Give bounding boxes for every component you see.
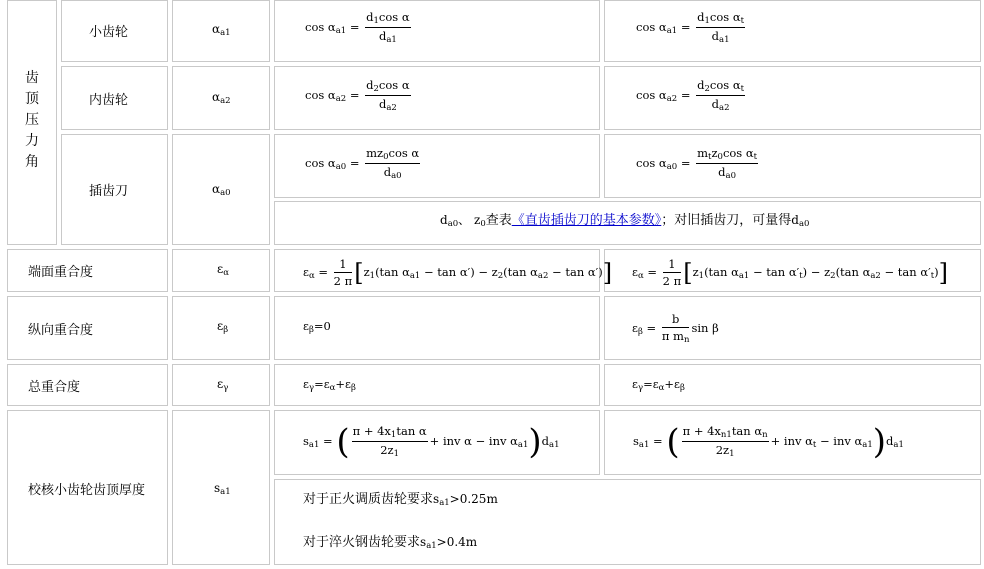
formula-cos-alpha-a0-std: $\cos \alpha_{a0}$ = $\frac{mz_0\cos \alpha}{d_{a0}}$ (305, 146, 420, 181)
formula-s-a1-mod: $s_{a1}$ = ( $\frac{\pi + 4x_{n1}\tan \alpha_n}{2z_1}$ + inv $\alpha_t$ − inv $\alpha_{a1})d_{a1}$ (633, 422, 904, 462)
symbol-alpha-a0: $\alpha_{a0}$ (212, 182, 231, 198)
row-name-axial: 纵向重合度 (28, 323, 94, 338)
formula-cos-alpha-a2-std: $\cos \alpha_{a2}$ = $\frac{d_2\cos \alpha}{d_{a2}}$ (305, 78, 410, 113)
row-name-thickness: 校核小齿轮齿顶厚度 (28, 483, 146, 498)
row-name-total: 总重合度 (28, 380, 81, 395)
row-name-internal-gear: 内齿轮 (89, 93, 129, 108)
symbol-epsilon-beta: $\varepsilon_\beta$ (217, 319, 229, 335)
requirement-hardened: 对于淬火钢齿轮要求$s_{a1}>0.4m$ (303, 535, 478, 551)
formula-epsilon-beta-std: $\varepsilon_\beta=0$ (303, 319, 331, 335)
formula-epsilon-gamma-mod: $\varepsilon_\gamma=\varepsilon_\alpha+\varepsilon_\beta$ (632, 377, 685, 393)
formula-cos-alpha-a0-mod: $\cos \alpha_{a0}$ = $\frac{m_tz_0\cos \alpha_t}{d_{a0}}$ (636, 146, 758, 181)
formula-cos-alpha-a1-std: $\cos \alpha_{a1}$ = $\frac{d_1\cos \alpha}{d_{a1}}$ (305, 10, 410, 45)
cutter-params-link[interactable]: 《直齿插齿刀的基本参数》 (511, 213, 662, 228)
row-name-small-gear: 小齿轮 (89, 25, 129, 40)
row-name-cutter: 插齿刀 (89, 184, 129, 199)
formula-s-a1-std: $s_{a1}$ = ( $\frac{\pi + 4x_1\tan \alpha}{2z_1}$ + inv α − inv $\alpha_{a1})d_{a1}$ (303, 422, 560, 462)
requirement-normalized: 对于正火调质齿轮要求$s_{a1}>0.25m$ (303, 492, 498, 508)
symbol-alpha-a2: $\alpha_{a2}$ (212, 90, 231, 106)
group-label: 齿 顶 压 力 角 (25, 70, 39, 170)
formula-epsilon-beta-mod: $\varepsilon_\beta$ = $\frac{b}{\pi m_n}$ sin β (632, 312, 719, 345)
formula-epsilon-alpha-mod: $\varepsilon_\alpha$ = $\frac{1}{2 \pi}$ [$z_1(\tan$ $\alpha_{a1} - \tan \alpha'_t) - z_2(\tan$ $\alpha_{a2} - \tan \alpha'_t$)] (632, 257, 949, 288)
cutter-note: $d_{a0}$、 $z_0$查表《直齿插齿刀的基本参数》；对旧插齿刀，可量得$d_{a0}$ (440, 213, 810, 229)
formula-cos-alpha-a2-mod: $\cos \alpha_{a2}$ = $\frac{d_2\cos \alpha_t}{d_{a2}}$ (636, 78, 745, 113)
formula-epsilon-gamma-std: $\varepsilon_\gamma=\varepsilon_\alpha+\varepsilon_\beta$ (303, 377, 356, 393)
symbol-s-a1: $s_{a1}$ (214, 481, 231, 497)
symbol-alpha-a1: $\alpha_{a1}$ (212, 22, 231, 38)
row-name-transverse: 端面重合度 (28, 265, 94, 280)
symbol-epsilon-alpha: $\varepsilon_\alpha$ (217, 262, 229, 278)
formula-epsilon-alpha-std: $\varepsilon_\alpha$ = $\frac{1}{2 \pi}$ [$z_1(\tan$ $\alpha_{a1} - \tan \alpha') - z_2(\tan$ $\alpha_{a2} - \tan \alpha'$)] (303, 257, 613, 288)
formula-cos-alpha-a1-mod: $\cos \alpha_{a1}$ = $\frac{d_1\cos \alpha_t}{d_{a1}}$ (636, 10, 745, 45)
symbol-epsilon-gamma: $\varepsilon_\gamma$ (217, 377, 229, 393)
